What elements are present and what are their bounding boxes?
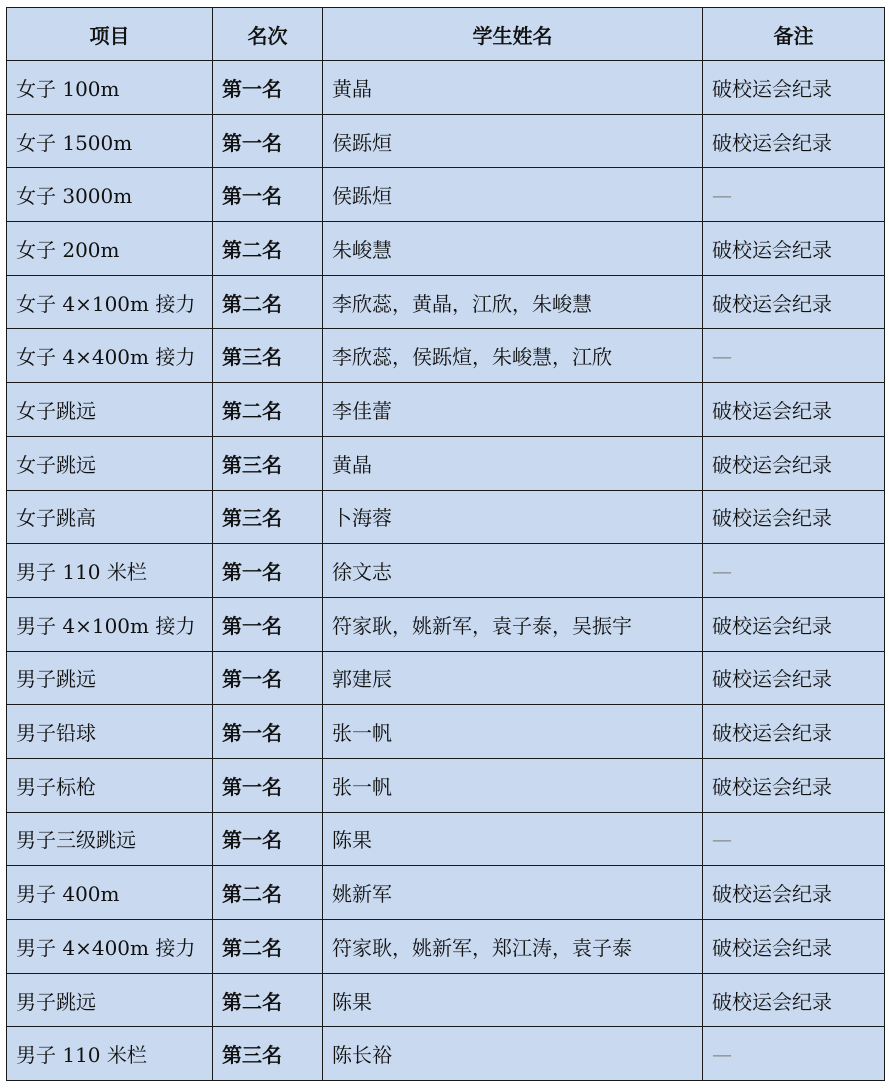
remark-cell: 破校运会纪录 <box>703 651 885 705</box>
table-row <box>7 651 885 705</box>
table-row <box>7 973 885 1027</box>
remark-cell: 破校运会纪录 <box>703 705 885 759</box>
student-names-cell: 黄晶 <box>323 61 703 115</box>
student-names-cell: 侯跞烜 <box>323 168 703 222</box>
remark-cell: 破校运会纪录 <box>703 490 885 544</box>
table-row <box>7 866 885 920</box>
table-row <box>7 544 885 598</box>
student-names-cell: 朱峻慧 <box>323 222 703 276</box>
rank-cell: 第三名 <box>213 329 323 383</box>
remark-cell: 破校运会纪录 <box>703 597 885 651</box>
student-names-cell: 黄晶 <box>323 436 703 490</box>
remark-cell: — <box>703 544 885 598</box>
header-remarks: 备注 <box>703 8 885 61</box>
table-row <box>7 1027 885 1081</box>
student-names-cell: 张一帆 <box>323 705 703 759</box>
table-row <box>7 61 885 115</box>
event-cell: 女子 4×400m 接力 <box>7 329 213 383</box>
rank-cell: 第三名 <box>213 490 323 544</box>
student-names-cell: 陈果 <box>323 812 703 866</box>
rank-cell: 第一名 <box>213 705 323 759</box>
rank-cell: 第一名 <box>213 168 323 222</box>
event-cell: 男子 110 米栏 <box>7 1027 213 1081</box>
event-cell: 女子 3000m <box>7 168 213 222</box>
table-row <box>7 812 885 866</box>
event-cell: 男子跳远 <box>7 651 213 705</box>
student-names-cell: 侯跞烜 <box>323 114 703 168</box>
student-names-cell: 李欣蕊，黄晶，江欣，朱峻慧 <box>323 275 703 329</box>
remark-cell: — <box>703 329 885 383</box>
table-body <box>7 61 885 1081</box>
rank-cell: 第三名 <box>213 1027 323 1081</box>
remark-cell: — <box>703 168 885 222</box>
table-row <box>7 705 885 759</box>
event-cell: 女子 1500m <box>7 114 213 168</box>
rank-cell: 第二名 <box>213 222 323 276</box>
rank-cell: 第一名 <box>213 544 323 598</box>
rank-cell: 第三名 <box>213 436 323 490</box>
table-row <box>7 597 885 651</box>
event-cell: 男子 400m <box>7 866 213 920</box>
event-cell: 女子跳高 <box>7 490 213 544</box>
results-table <box>6 7 885 1081</box>
table-row <box>7 114 885 168</box>
event-cell: 男子 110 米栏 <box>7 544 213 598</box>
remark-cell: 破校运会纪录 <box>703 222 885 276</box>
table-row <box>7 168 885 222</box>
student-names-cell: 李佳蕾 <box>323 383 703 437</box>
remark-cell: — <box>703 1027 885 1081</box>
remark-cell: 破校运会纪录 <box>703 436 885 490</box>
table-row <box>7 920 885 974</box>
remark-cell: — <box>703 812 885 866</box>
remark-cell: 破校运会纪录 <box>703 383 885 437</box>
table-row <box>7 222 885 276</box>
header-row <box>7 8 885 61</box>
remark-cell: 破校运会纪录 <box>703 758 885 812</box>
student-names-cell: 姚新军 <box>323 866 703 920</box>
table-header <box>7 8 885 61</box>
table-row <box>7 329 885 383</box>
rank-cell: 第二名 <box>213 920 323 974</box>
event-cell: 女子跳远 <box>7 383 213 437</box>
rank-cell: 第一名 <box>213 114 323 168</box>
event-cell: 男子 4×400m 接力 <box>7 920 213 974</box>
event-cell: 女子 200m <box>7 222 213 276</box>
event-cell: 女子 4×100m 接力 <box>7 275 213 329</box>
remark-cell: 破校运会纪录 <box>703 114 885 168</box>
header-rank: 名次 <box>213 8 323 61</box>
rank-cell: 第一名 <box>213 597 323 651</box>
header-event: 项目 <box>7 8 213 61</box>
student-names-cell: 陈长裕 <box>323 1027 703 1081</box>
table-row <box>7 383 885 437</box>
table-row <box>7 758 885 812</box>
remark-cell: 破校运会纪录 <box>703 920 885 974</box>
rank-cell: 第一名 <box>213 812 323 866</box>
rank-cell: 第一名 <box>213 758 323 812</box>
event-cell: 男子跳远 <box>7 973 213 1027</box>
student-names-cell: 陈果 <box>323 973 703 1027</box>
event-cell: 男子 4×100m 接力 <box>7 597 213 651</box>
student-names-cell: 符家耿，姚新军，郑江涛，袁子泰 <box>323 920 703 974</box>
remark-cell: 破校运会纪录 <box>703 973 885 1027</box>
table-row <box>7 490 885 544</box>
student-names-cell: 张一帆 <box>323 758 703 812</box>
table-row <box>7 275 885 329</box>
event-cell: 男子标枪 <box>7 758 213 812</box>
event-cell: 男子铅球 <box>7 705 213 759</box>
header-student-names: 学生姓名 <box>323 8 703 61</box>
remark-cell: 破校运会纪录 <box>703 866 885 920</box>
student-names-cell: 符家耿，姚新军，袁子泰，吴振宇 <box>323 597 703 651</box>
rank-cell: 第二名 <box>213 275 323 329</box>
event-cell: 女子 100m <box>7 61 213 115</box>
event-cell: 男子三级跳远 <box>7 812 213 866</box>
rank-cell: 第二名 <box>213 866 323 920</box>
rank-cell: 第二名 <box>213 383 323 437</box>
student-names-cell: 李欣蕊，侯跞煊，朱峻慧，江欣 <box>323 329 703 383</box>
student-names-cell: 卜海蓉 <box>323 490 703 544</box>
table-row <box>7 436 885 490</box>
student-names-cell: 郭建辰 <box>323 651 703 705</box>
rank-cell: 第二名 <box>213 973 323 1027</box>
remark-cell: 破校运会纪录 <box>703 61 885 115</box>
rank-cell: 第一名 <box>213 651 323 705</box>
remark-cell: 破校运会纪录 <box>703 275 885 329</box>
rank-cell: 第一名 <box>213 61 323 115</box>
event-cell: 女子跳远 <box>7 436 213 490</box>
student-names-cell: 徐文志 <box>323 544 703 598</box>
